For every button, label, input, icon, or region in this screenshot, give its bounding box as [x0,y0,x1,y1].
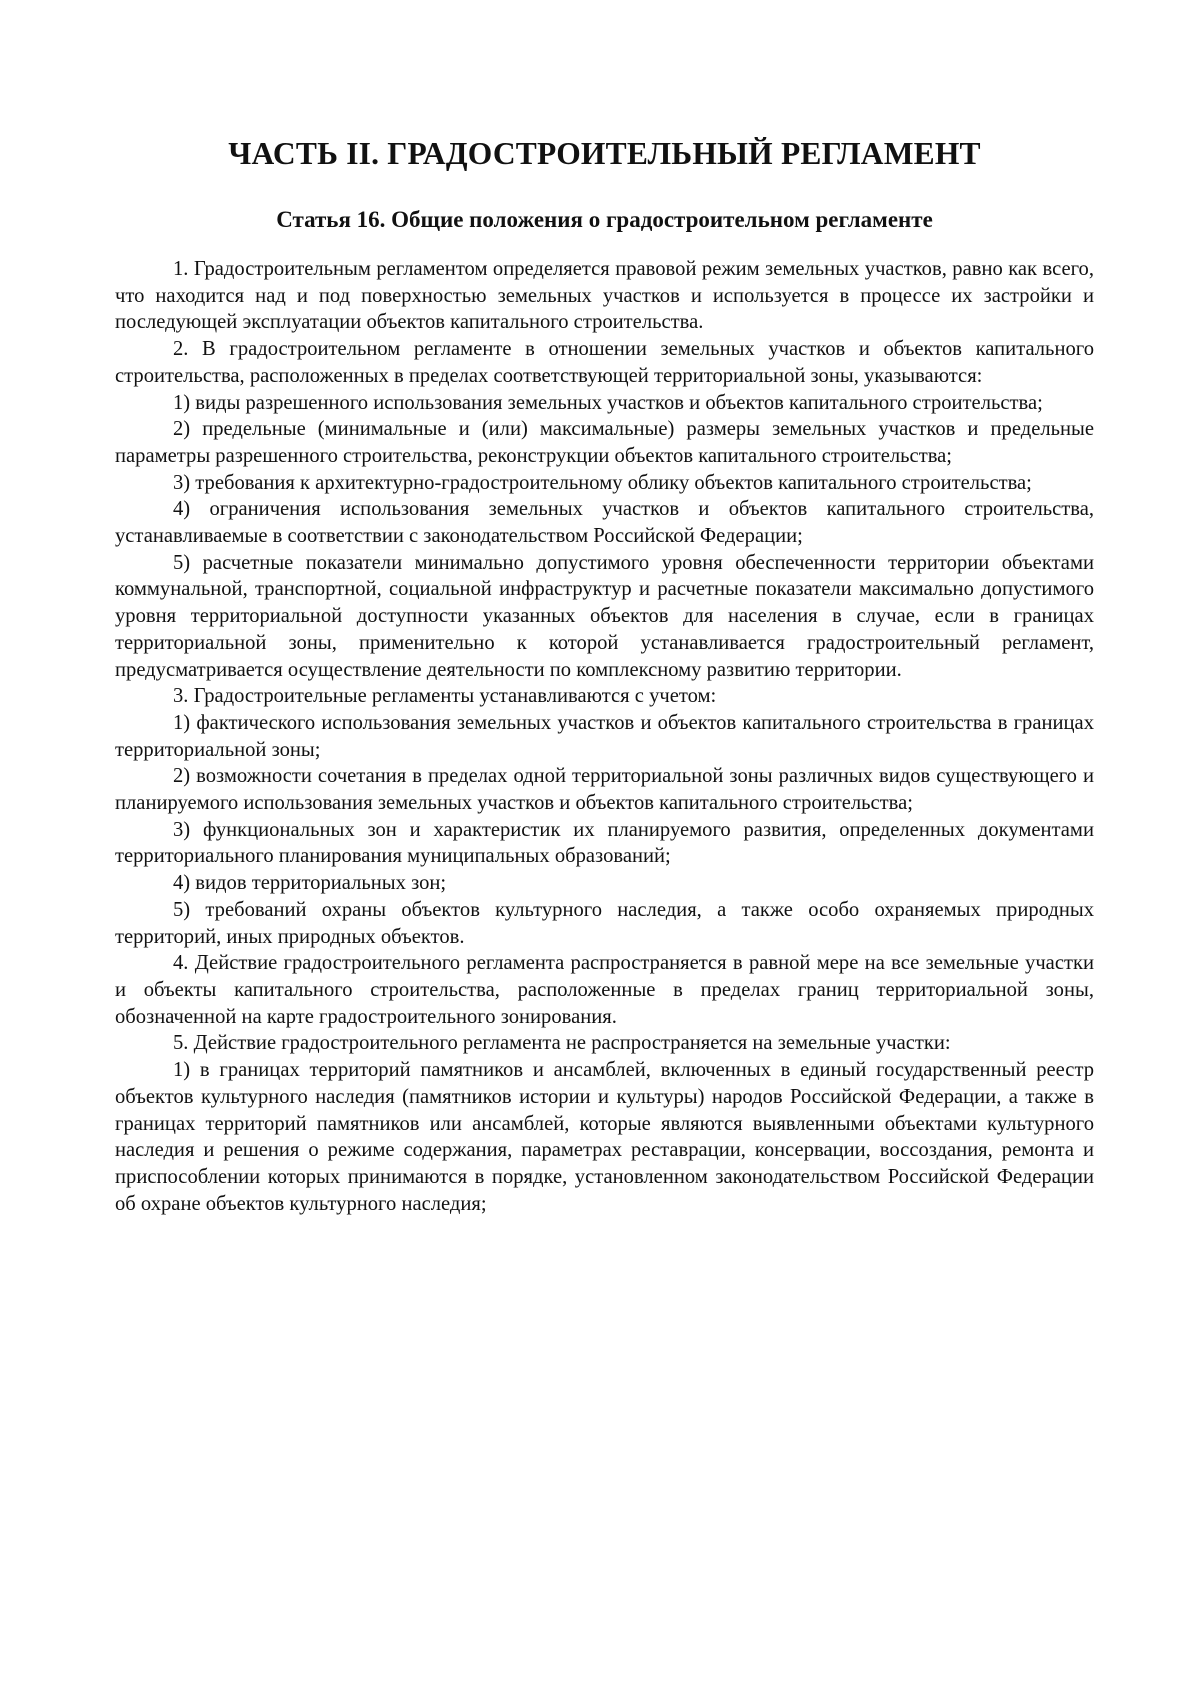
paragraph: 5) требований охраны объектов культурного наследия, а также особо охраняемых природных территорий, иных природных объектов. [115,898,1094,948]
paragraph: 1. Градостроительным регламентом определяется правовой режим земельных участков, равно как всего, что находится над и под поверхностью земельных участков и используется в процессе их застройки и последующей эксплуатации объектов капитального строительства. [115,258,1094,334]
paragraph: 3) требования к архитектурно-градостроительному облику объектов капитального строительства; [173,471,1032,494]
paragraph: 1) фактического использования земельных участков и объектов капитального строительства в границах территориальной зоны; [115,711,1094,761]
paragraph: 4) ограничения использования земельных участков и объектов капитального строительства, устанавливаемые в соответствии с законодательством Российской Федерации; [115,498,1094,548]
paragraph: 3. Градостроительные регламенты устанавливаются с учетом: [173,685,717,708]
paragraph: 4. Действие градостроительного регламента распространяется в равной мере на все земельные участки и объекты капитального строительства, расположенные в пределах границ территориальной зоны, обозначенной на карте градостроительного зонирования. [115,952,1094,1028]
paragraph: 3) функциональных зон и характеристик их планируемого развития, определенных документами территориального планирования муниципальных образований; [115,818,1094,868]
paragraph: 2. В градостроительном регламенте в отношении земельных участков и объектов капитального строительства, расположенных в пределах соответствующей территориальной зоны, указываются: [115,338,1094,387]
paragraph: 4) видов территориальных зон; [173,872,447,895]
paragraph: 2) возможности сочетания в пределах одной территориальной зоны различных видов существующего и планируемого использования земельных участков и объектов капитального строительства; [115,765,1094,815]
paragraph: 5) расчетные показатели минимально допустимого уровня обеспеченности территории объектами коммунальной, транспортной, социальной инфраструктур и расчетные показатели максимально допустимого уровня территориальной доступности указанных объектов для населения в случае, если в границах территориальной зоны, применительно к которой устанавливается градостроительный регламент, предусматривается осуществление деятельности по комплексному развитию территории. [115,551,1094,681]
part-title: ЧАСТЬ II. ГРАДОСТРОИТЕЛЬНЫЙ РЕГЛАМЕНТ [228,136,981,171]
article-title: Статья 16. Общие положения о градостроительном регламенте [276,207,933,232]
article-body [115,256,1094,1217]
paragraph: 2) предельные (минимальные и (или) максимальные) размеры земельных участков и предельные параметры разрешенного строительства, реконструкции объектов капитального строительства; [115,418,1094,467]
paragraph: 5. Действие градостроительного регламента не распространяется на земельные участки: [173,1032,951,1055]
paragraph: 1) в границах территорий памятников и ансамблей, включенных в единый государственный реестр объектов культурного наследия (памятников истории и культуры) народов Российской Федерации, а также в границах территорий памятников или ансамблей, которые являются выявленными объектами культурного наследия и решения о режиме содержания, параметрах реставрации, консервации, воссоздания, ремонта и приспособлении которых принимаются в порядке, установленном законодательством Российской Федерации об охране объектов культурного наследия; [115,1059,1094,1215]
paragraph: 1) виды разрешенного использования земельных участков и объектов капитального строительства; [173,391,1043,414]
